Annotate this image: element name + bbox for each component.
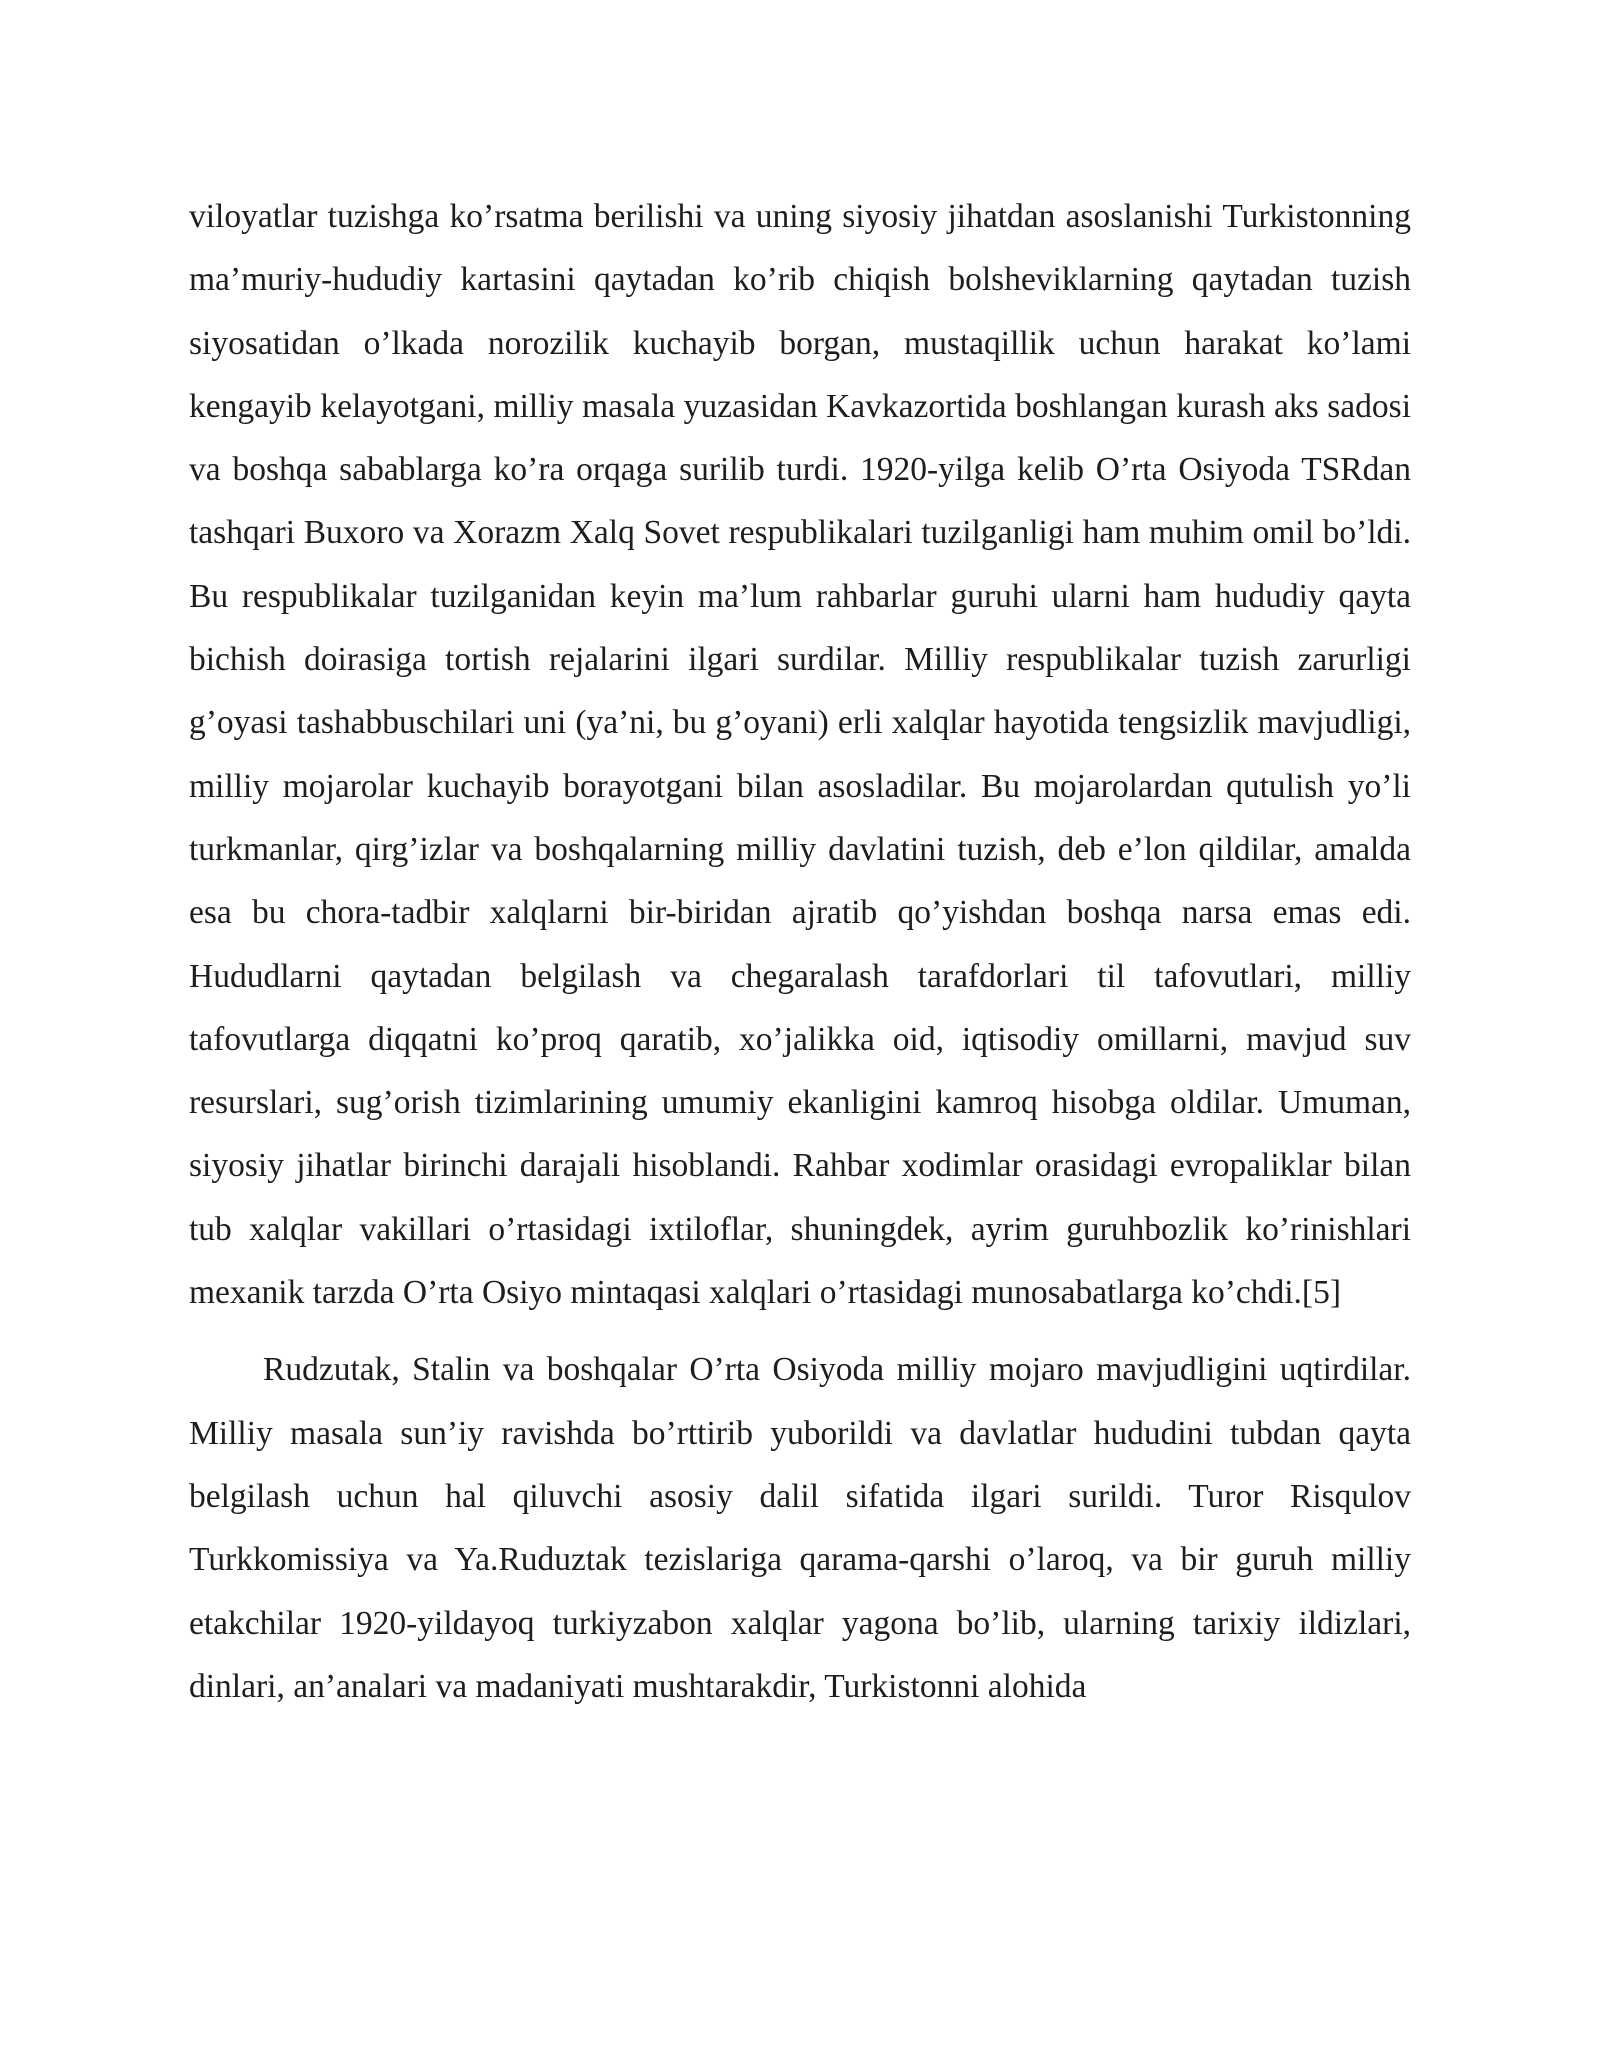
document-page: [189, 185, 1411, 1718]
paragraph-2: Rudzutak, Stalin va boshqalar O’rta Osiyoda milliy mojaro mavjudligini uqtirdilar. Milliy masala sun’iy ravishda bo’rttirib yuborildi va davlatlar hududini tubdan qayta belgilash uchun hal qiluvchi asosiy dalil sifatida ilgari surildi. Turor Risqulov Turkkomissiya va Ya.Ruduztak tezislariga qarama-qarshi o’laroq, va bir guruh milliy etakchilar 1920-yildayoq turkiyzabon xalqlar yagona bo’lib, ularning tarixiy ildizlari, dinlari, an’analari va madaniyati mushtarakdir, Turkistonni alohida: [189, 1351, 1411, 1705]
paragraph-1: viloyatlar tuzishga ko’rsatma berilishi va uning siyosiy jihatdan asoslanishi Turkistonning ma’muriy-hududiy kartasini qaytadan ko’rib chiqish bolsheviklarning qaytadan tuzish siyosatidan o’lkada norozilik kuchayib borgan, mustaqillik uchun harakat ko’lami kengayib kelayotgani, milliy masala yuzasidan Kavkazortida boshlangan kurash aks sadosi va boshqa sabablarga ko’ra orqaga surilib turdi. 1920-yilga kelib O’rta Osiyoda TSRdan tashqari Buxoro va Xorazm Xalq Sovet respublikalari tuzilganligi ham muhim omil bo’ldi. Bu respublikalar tuzilganidan keyin ma’lum rahbarlar guruhi ularni ham hududiy qayta bichish doirasiga tortish rejalarini ilgari surdilar. Milliy respublikalar tuzish zarurligi g’oyasi tashabbuschilari uni (ya’ni, bu g’oyani) erli xalqlar hayotida tengsizlik mavjudligi, milliy mojarolar kuchayib borayotgani bilan asosladilar. Bu mojarolardan qutulish yo’li turkmanlar, qirg’izlar va boshqalarning milliy davlatini tuzish, deb e’lon qildilar, amalda esa bu chora-tadbir xalqlarni bir-biridan ajratib qo’yishdan boshqa narsa emas edi. Hududlarni qaytadan belgilash va chegaralash tarafdorlari til tafovutlari, milliy tafovutlarga diqqatni ko’proq qaratib, xo’jalikka oid, iqtisodiy omillarni, mavjud suv resurslari, sug’orish tizimlarining umumiy ekanligini kamroq hisobga oldilar. Umuman, siyosiy jihatlar birinchi darajali hisoblandi. Rahbar xodimlar orasidagi evropaliklar bilan tub xalqlar vakillari o’rtasidagi ixtiloflar, shuningdek, ayrim guruhbozlik ko’rinishlari mexanik tarzda O’rta Osiyo mintaqasi xalqlari o’rtasidagi munosabatlarga ko’chdi.[5]: [189, 198, 1411, 1312]
